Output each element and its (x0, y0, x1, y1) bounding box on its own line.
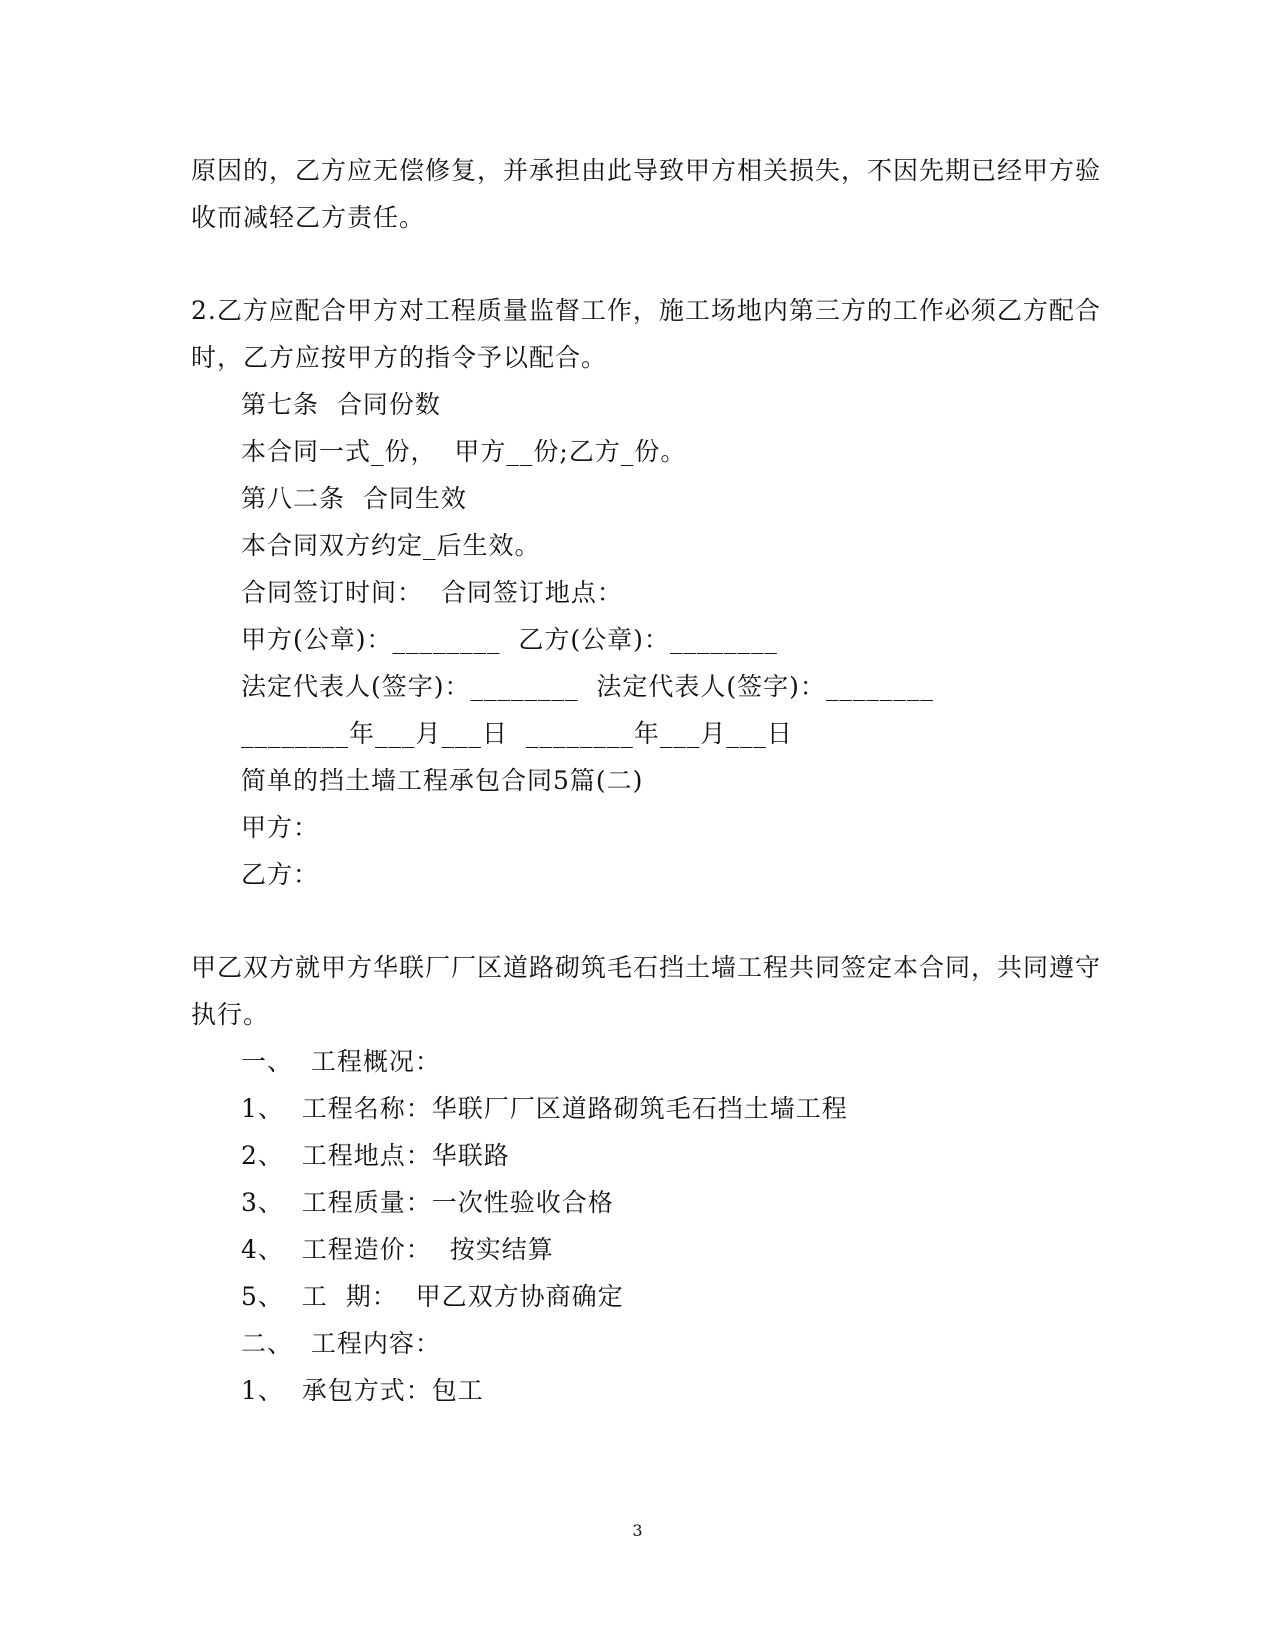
sign-time-place: 合同签订时间： 合同签订地点： (241, 578, 623, 607)
article-8-text: 本合同双方约定_后生效。 (241, 531, 541, 560)
section-2-title: 二、 工程内容： (241, 1329, 441, 1358)
paragraph-1-line-2: 收而减轻乙方责任。 (191, 203, 426, 232)
article-7-title: 第七条 合同份数 (241, 390, 441, 419)
list-item: 4、 工程造价： 按实结算 (241, 1235, 554, 1264)
list-item: 3、 工程质量：一次性验收合格 (241, 1188, 614, 1217)
list-item: 2、 工程地点：华联路 (241, 1141, 510, 1170)
contract-2-title: 简单的挡土墙工程承包合同5篇(二) (241, 766, 644, 795)
intro-line-2: 执行。 (191, 1000, 270, 1029)
date-line: ________年___月___日 ________年___月___日 (241, 719, 793, 748)
article-7-text: 本合同一式_份， 甲方__份;乙方_份。 (241, 437, 687, 466)
page-number: 3 (632, 1521, 643, 1540)
list-item: 5、 工 期： 甲乙双方协商确定 (241, 1282, 624, 1311)
list-item: 1、 承包方式：包工 (241, 1376, 484, 1405)
party-b: 乙方： (241, 860, 320, 889)
paragraph-2-line-1: 2.乙方应配合甲方对工程质量监督工作，施工场地内第三方的工作必须乙方配合 (191, 296, 1101, 325)
paragraph-1-line-1: 原因的，乙方应无偿修复，并承担由此导致甲方相关损失，不因先期已经甲方验 (191, 156, 1102, 185)
representative-line: 法定代表人(签字)：________ 法定代表人(签字)：________ (241, 672, 934, 701)
article-8-title: 第八二条 合同生效 (241, 484, 467, 513)
paragraph-2-line-2: 时，乙方应按甲方的指令予以配合。 (191, 343, 608, 372)
seal-line: 甲方(公章)：________ 乙方(公章)：________ (241, 625, 778, 654)
section-1-title: 一、 工程概况： (241, 1047, 441, 1076)
intro-line-1: 甲乙双方就甲方华联厂厂区道路砌筑毛石挡土墙工程共同签定本合同，共同遵守 (191, 953, 1102, 982)
party-a: 甲方： (241, 813, 320, 842)
list-item: 1、 工程名称：华联厂厂区道路砌筑毛石挡土墙工程 (241, 1094, 848, 1123)
